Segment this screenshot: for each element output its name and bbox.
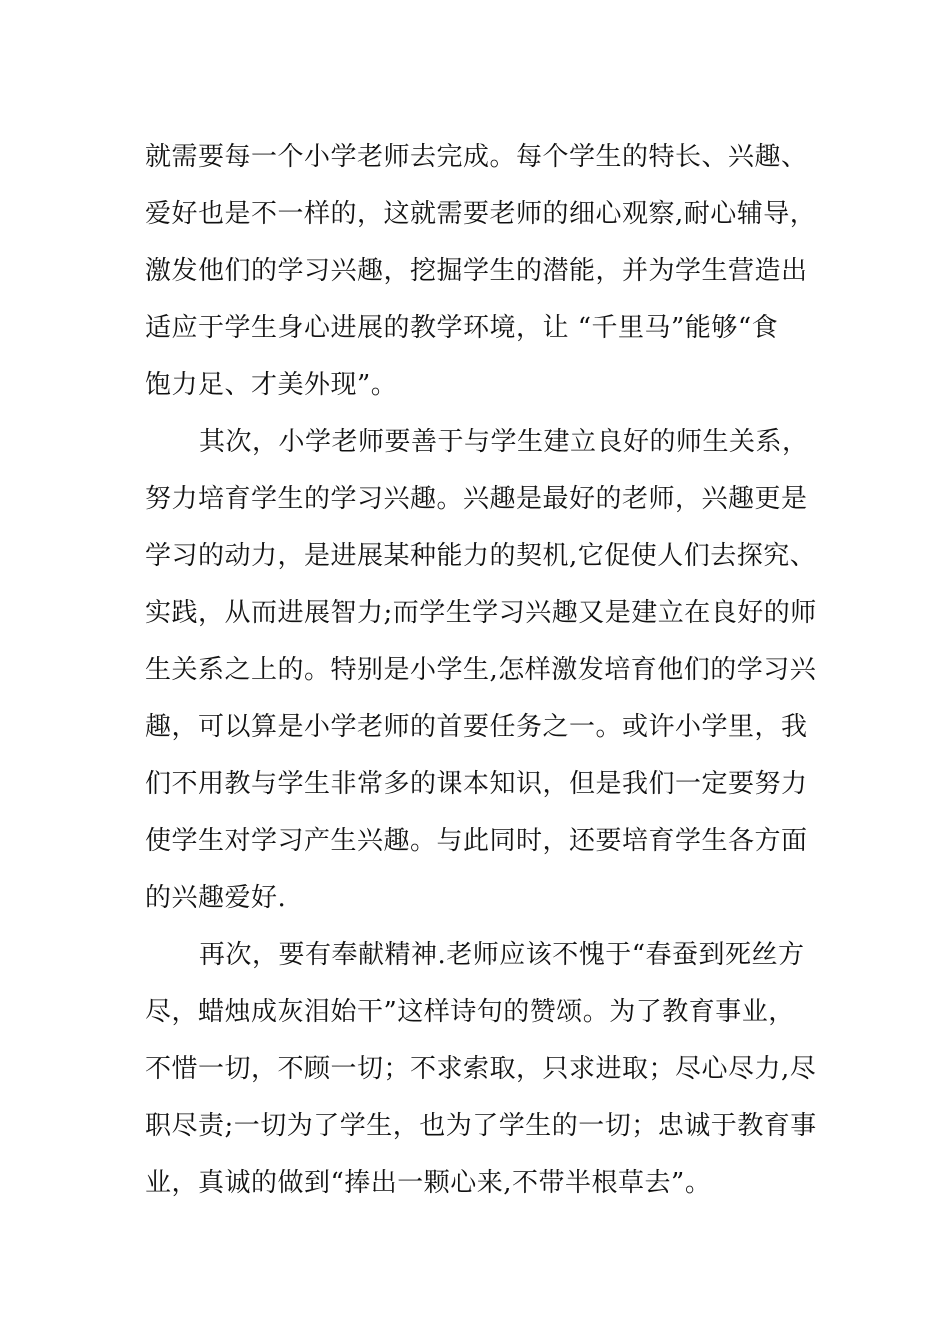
paragraph-line: 其次，小学老师要善于与学生建立良好的师生关系， bbox=[199, 427, 809, 457]
paragraph-line: 饱力足、才美外现”。 bbox=[145, 370, 398, 400]
paragraph-line: 学习的动力，是进展某种能力的契机,它促使人们去探究、 bbox=[145, 541, 817, 571]
paragraph-line: 再次，要有奉献精神.老师应该不愧于“春蚕到死丝方 bbox=[199, 940, 805, 970]
paragraph-line: 们不用教与学生非常多的课本知识，但是我们一定要努力 bbox=[145, 769, 808, 799]
paragraph-line: 尽，蜡烛成灰泪始干”这样诗句的赞颂。为了教育事业， bbox=[145, 997, 795, 1027]
paragraph-line: 努力培育学生的学习兴趣。兴趣是最好的老师，兴趣更是 bbox=[145, 484, 808, 514]
paragraph-line: 爱好也是不一样的，这就需要老师的细心观察,耐心辅导， bbox=[145, 199, 817, 229]
paragraph-line: 职尽责;一切为了学生，也为了学生的一切；忠诚于教育事 bbox=[145, 1111, 817, 1141]
paragraph-2 bbox=[145, 414, 817, 927]
paragraph-line: 使学生对学习产生兴趣。与此同时，还要培育学生各方面 bbox=[145, 826, 808, 856]
paragraph-line: 适应于学生身心进展的教学环境，让 “千里马”能够“食 bbox=[145, 313, 779, 343]
paragraph-line: 业，真诚的做到“捧出一颗心来,不带半根草去”。 bbox=[145, 1168, 712, 1198]
paragraph-line: 不惜一切，不顾一切；不求索取，只求进取；尽心尽力,尽 bbox=[145, 1054, 817, 1084]
paragraph-3 bbox=[145, 927, 817, 1212]
paragraph-line: 就需要每一个小学老师去完成。每个学生的特长、兴趣、 bbox=[145, 142, 808, 172]
paragraph-1 bbox=[145, 129, 817, 414]
paragraph-line: 激发他们的学习兴趣，挖掘学生的潜能，并为学生营造出 bbox=[145, 256, 808, 286]
paragraph-line: 实践，从而进展智力;而学生学习兴趣又是建立在良好的师 bbox=[145, 598, 817, 628]
paragraph-line: 趣，可以算是小学老师的首要任务之一。或许小学里，我 bbox=[145, 712, 808, 742]
paragraph-line: 的兴趣爱好. bbox=[145, 883, 287, 913]
paragraph-line: 生关系之上的。特别是小学生,怎样激发培育他们的学习兴 bbox=[145, 655, 817, 685]
document-body bbox=[145, 129, 817, 1212]
